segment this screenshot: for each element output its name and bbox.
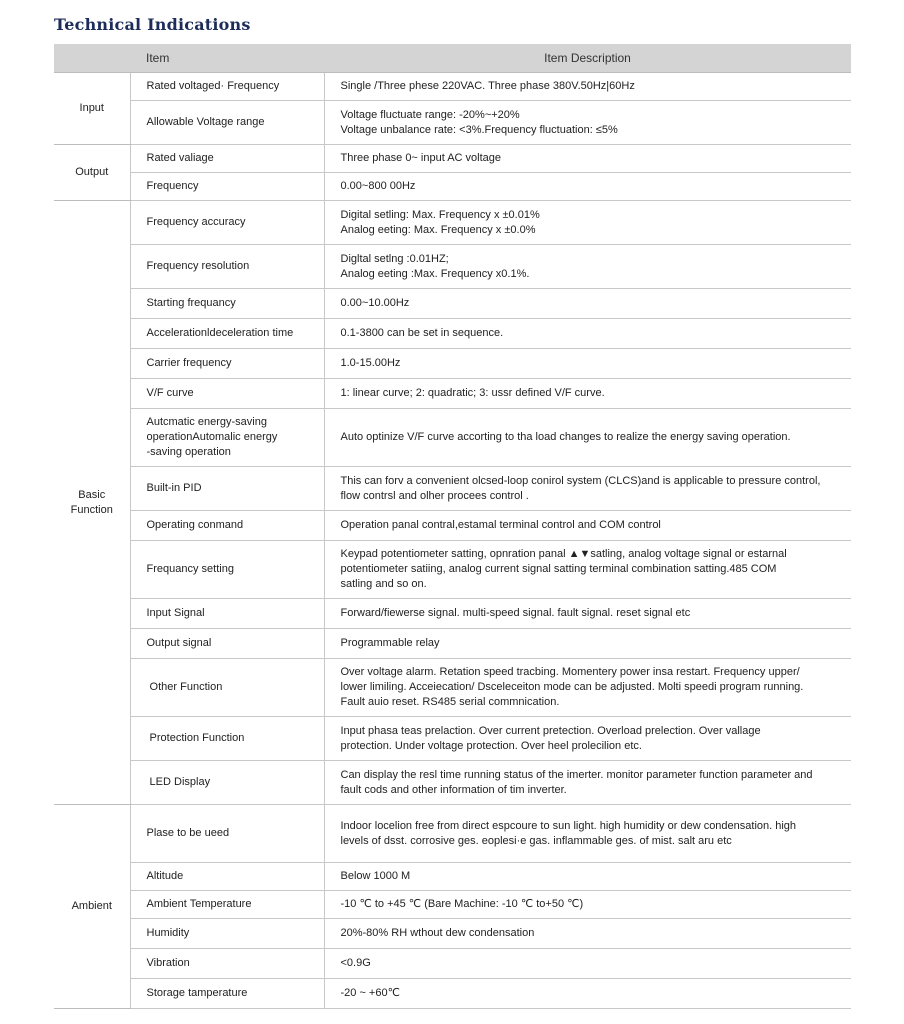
table-row bbox=[54, 349, 851, 379]
item-label: Output signal bbox=[130, 629, 324, 659]
item-label: Plase to be ueed bbox=[130, 805, 324, 863]
table-row bbox=[54, 629, 851, 659]
item-label: Humidity bbox=[130, 919, 324, 949]
item-description: Input phasa teas prelaction. Over current pretection. Overload prelection. Over vallage protection. Under voltage protection. Over heel prolecilion etc. bbox=[324, 717, 851, 761]
item-description: 20%-80% RH wthout dew condensation bbox=[324, 919, 851, 949]
item-label: Other Function bbox=[130, 659, 324, 717]
item-label: Rated valiage bbox=[130, 145, 324, 173]
item-label: Input Signal bbox=[130, 599, 324, 629]
table-row bbox=[54, 145, 851, 173]
item-description: Can display the resl time running status of the imerter. monitor parameter function parameter and fault cods and other information of tim inverter. bbox=[324, 761, 851, 805]
item-label: Accelerationldeceleration time bbox=[130, 319, 324, 349]
group-label-ambient: Ambient bbox=[54, 805, 130, 1009]
table-row bbox=[54, 891, 851, 919]
table-row bbox=[54, 379, 851, 409]
table-row bbox=[54, 319, 851, 349]
item-label: Altitude bbox=[130, 863, 324, 891]
item-label: Carrier frequency bbox=[130, 349, 324, 379]
item-label: Storage tamperature bbox=[130, 979, 324, 1009]
item-label: Operating conmand bbox=[130, 511, 324, 541]
item-description: -20 ~ +60℃ bbox=[324, 979, 851, 1009]
item-description: Digltal setlng :0.01HZ; Analog eeting :Max. Frequency x0.1%. bbox=[324, 245, 851, 289]
item-description: Keypad potentiometer satting, opnration panal ▲▼satling, analog voltage signal or estarnal potentiometer satiing, analog current signal satting terminal combination satting.485 COM satling and so on. bbox=[324, 541, 851, 599]
group-label-basic-function: Basic Function bbox=[54, 201, 130, 805]
table-row bbox=[54, 805, 851, 863]
item-label: Built-in PID bbox=[130, 467, 324, 511]
group-label-output: Output bbox=[54, 145, 130, 201]
table-row bbox=[54, 201, 851, 245]
description-column-header: Item Description bbox=[324, 44, 851, 73]
item-description: Single /Three phese 220VAC. Three phase 380V.50Hz|60Hz bbox=[324, 73, 851, 101]
item-label: V/F curve bbox=[130, 379, 324, 409]
item-description: -10 ℃ to +45 ℃ (Bare Machine: -10 ℃ to+50 ℃) bbox=[324, 891, 851, 919]
table-row bbox=[54, 599, 851, 629]
item-label: Frequency accuracy bbox=[130, 201, 324, 245]
item-description: 0.00~800 00Hz bbox=[324, 173, 851, 201]
item-label: Frequency bbox=[130, 173, 324, 201]
table-row bbox=[54, 541, 851, 599]
table-row bbox=[54, 511, 851, 541]
item-description: 0.00~10.00Hz bbox=[324, 289, 851, 319]
spec-table bbox=[54, 44, 851, 1009]
item-label: Frequency resolution bbox=[130, 245, 324, 289]
item-description: Programmable relay bbox=[324, 629, 851, 659]
item-description: Auto optinize V/F curve accorting to tha load changes to realize the energy saving operation. bbox=[324, 409, 851, 467]
item-description: Indoor locelion free from direct espcoure to sun light. high humidity or dew condensation. high levels of dsst. corrosive ges. eoplesi·e gas. inflammable ges. of mist. salt aru etc bbox=[324, 805, 851, 863]
item-description: <0.9G bbox=[324, 949, 851, 979]
table-row bbox=[54, 863, 851, 891]
item-label: Allowable Voltage range bbox=[130, 101, 324, 145]
item-label: Starting frequancy bbox=[130, 289, 324, 319]
item-column-header: Item bbox=[130, 44, 324, 73]
table-row bbox=[54, 73, 851, 101]
table-row bbox=[54, 101, 851, 145]
table-row bbox=[54, 659, 851, 717]
table-row bbox=[54, 919, 851, 949]
table-row bbox=[54, 289, 851, 319]
item-label: Frequancy setting bbox=[130, 541, 324, 599]
item-label: Ambient Temperature bbox=[130, 891, 324, 919]
item-description: 1: linear curve; 2: quadratic; 3: ussr defined V/F curve. bbox=[324, 379, 851, 409]
table-row bbox=[54, 717, 851, 761]
item-label: Protection Function bbox=[130, 717, 324, 761]
item-description: Over voltage alarm. Retation speed tracbing. Momentery power insa restart. Frequency upper/ lower limiling. Acceiecation/ Dsceleceiton mode can be adjusted. Molti speedi program running. Fault auio reset. RS485 serial commnication. bbox=[324, 659, 851, 717]
table-row bbox=[54, 979, 851, 1009]
item-label: Vibration bbox=[130, 949, 324, 979]
item-description: Forward/fiewerse signal. multi-speed signal. fault signal. reset signal etc bbox=[324, 599, 851, 629]
item-description: 0.1-3800 can be set in sequence. bbox=[324, 319, 851, 349]
item-description: Operation panal contral,estamal terminal control and COM control bbox=[324, 511, 851, 541]
item-label: Autcmatic energy-saving operationAutomalic energy -saving operation bbox=[130, 409, 324, 467]
table-row bbox=[54, 949, 851, 979]
page-title: Technical Indications bbox=[54, 15, 251, 34]
group-label-input: Input bbox=[54, 73, 130, 145]
table-row bbox=[54, 245, 851, 289]
item-description: 1.0-15.00Hz bbox=[324, 349, 851, 379]
item-description: Three phase 0~ input AC voltage bbox=[324, 145, 851, 173]
table-header bbox=[54, 44, 851, 73]
item-description: Voltage fluctuate range: -20%~+20% Voltage unbalance rate: <3%.Frequency fluctuation: ≤5% bbox=[324, 101, 851, 145]
item-description: This can forv a convenient olcsed-loop conirol system (CLCS)and is applicable to pressure control, flow contrsl and olher procees control . bbox=[324, 467, 851, 511]
item-description: Digital setling: Max. Frequency x ±0.01% Analog eeting: Max. Frequency x ±0.0% bbox=[324, 201, 851, 245]
table-row bbox=[54, 173, 851, 201]
item-label: LED Display bbox=[130, 761, 324, 805]
table-row bbox=[54, 409, 851, 467]
group-header-cell bbox=[54, 44, 130, 73]
table-row bbox=[54, 467, 851, 511]
item-description: Below 1000 M bbox=[324, 863, 851, 891]
item-label: Rated voltaged· Frequency bbox=[130, 73, 324, 101]
table-row bbox=[54, 761, 851, 805]
